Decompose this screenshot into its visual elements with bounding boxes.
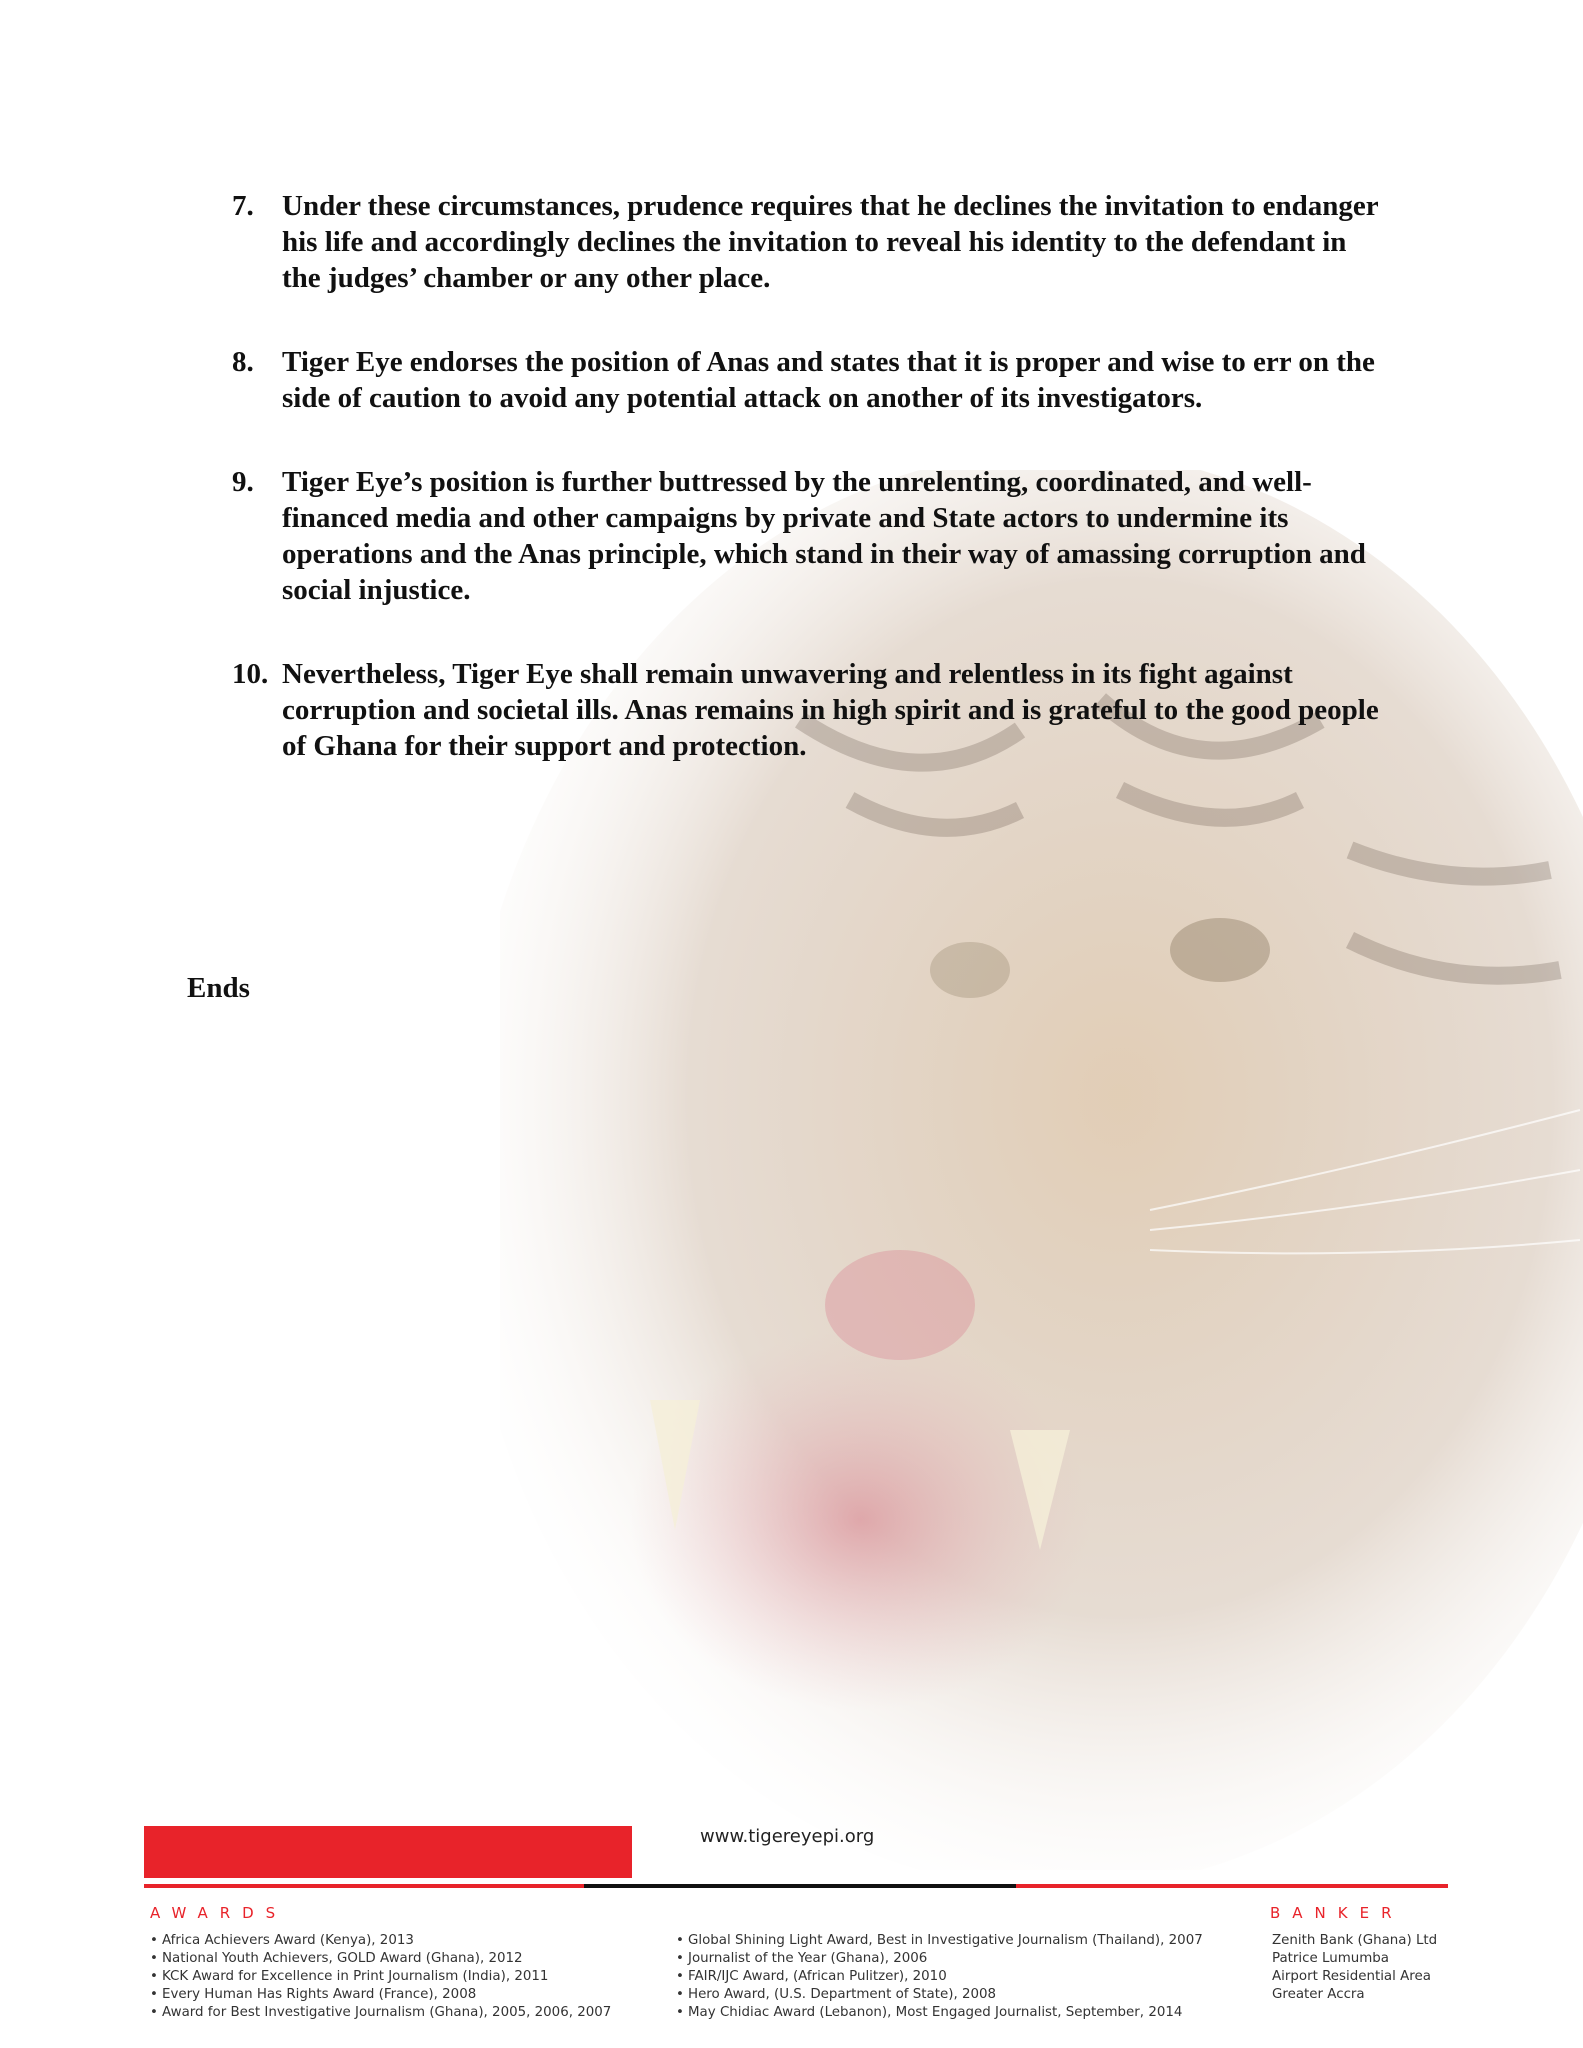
awards-heading: AWARDS — [150, 1904, 288, 1922]
footer-divider — [144, 1884, 584, 1888]
award-item: • National Youth Achievers, GOLD Award (Ghana), 2012 — [150, 1950, 611, 1968]
footer — [0, 1800, 1583, 2048]
paragraph-text: Under these circumstances, prudence requires that he declines the invitation to endanger his life and accordingly declines the invitation to reveal his identity to the defendant in the judges’ chamber or any other place. — [282, 190, 1379, 294]
banker-line: Zenith Bank (Ghana) Ltd — [1272, 1933, 1438, 1948]
award-item: • Every Human Has Rights Award (France), 2008 — [150, 1986, 611, 2004]
paragraph-text: Nevertheless, Tiger Eye shall remain unwavering and relentless in its fight against corruption and societal ills. Anas remains in high spirit and is grateful to the good people of Ghana for their support and protection. — [282, 658, 1379, 762]
banker-heading: BANKER — [1270, 1904, 1404, 1922]
awards-list-right — [676, 1932, 1203, 2022]
numbered-paragraph-list — [232, 188, 1392, 812]
award-item: • May Chidiac Award (Lebanon), Most Engaged Journalist, September, 2014 — [676, 2004, 1203, 2022]
footer-divider — [584, 1884, 1016, 1888]
paragraph-number: 7. — [232, 190, 254, 222]
website-url[interactable]: www.tigereyepi.org — [700, 1826, 875, 1847]
award-item: • FAIR/IJC Award, (African Pulitzer), 2010 — [676, 1968, 1203, 1986]
banker-line: Airport Residential Area — [1272, 1969, 1431, 1984]
paragraph-item — [232, 656, 1392, 764]
paragraph-number: 10. — [232, 658, 269, 690]
award-item: • Award for Best Investigative Journalism (Ghana), 2005, 2006, 2007 — [150, 2004, 611, 2022]
award-item: • Global Shining Light Award, Best in Investigative Journalism (Thailand), 2007 — [676, 1932, 1203, 1950]
paragraph-text: Tiger Eye’s position is further buttressed by the unrelenting, coordinated, and well-financed media and other campaigns by private and State actors to undermine its operations and the Anas principle, which stand in their way of amassing corruption and social injustice. — [282, 466, 1366, 606]
ends-marker: Ends — [187, 972, 250, 1004]
paragraph-number: 8. — [232, 346, 254, 378]
award-item: • Hero Award, (U.S. Department of State), 2008 — [676, 1986, 1203, 2004]
awards-list-left — [150, 1932, 611, 2022]
award-item: • Africa Achievers Award (Kenya), 2013 — [150, 1932, 611, 1950]
banker-line: Greater Accra — [1272, 1987, 1365, 2002]
paragraph-item — [232, 464, 1392, 608]
banker-details — [1272, 1932, 1437, 2004]
award-item: • Journalist of the Year (Ghana), 2006 — [676, 1950, 1203, 1968]
footer-red-banner — [144, 1826, 632, 1878]
paragraph-item — [232, 344, 1392, 416]
paragraph-item — [232, 188, 1392, 296]
paragraph-text: Tiger Eye endorses the position of Anas and states that it is proper and wise to err on the side of caution to avoid any potential attack on another of its investigators. — [282, 346, 1375, 414]
footer-divider — [1016, 1884, 1448, 1888]
paragraph-number: 9. — [232, 466, 254, 498]
banker-line: Patrice Lumumba — [1272, 1951, 1390, 1966]
award-item: • KCK Award for Excellence in Print Journalism (India), 2011 — [150, 1968, 611, 1986]
